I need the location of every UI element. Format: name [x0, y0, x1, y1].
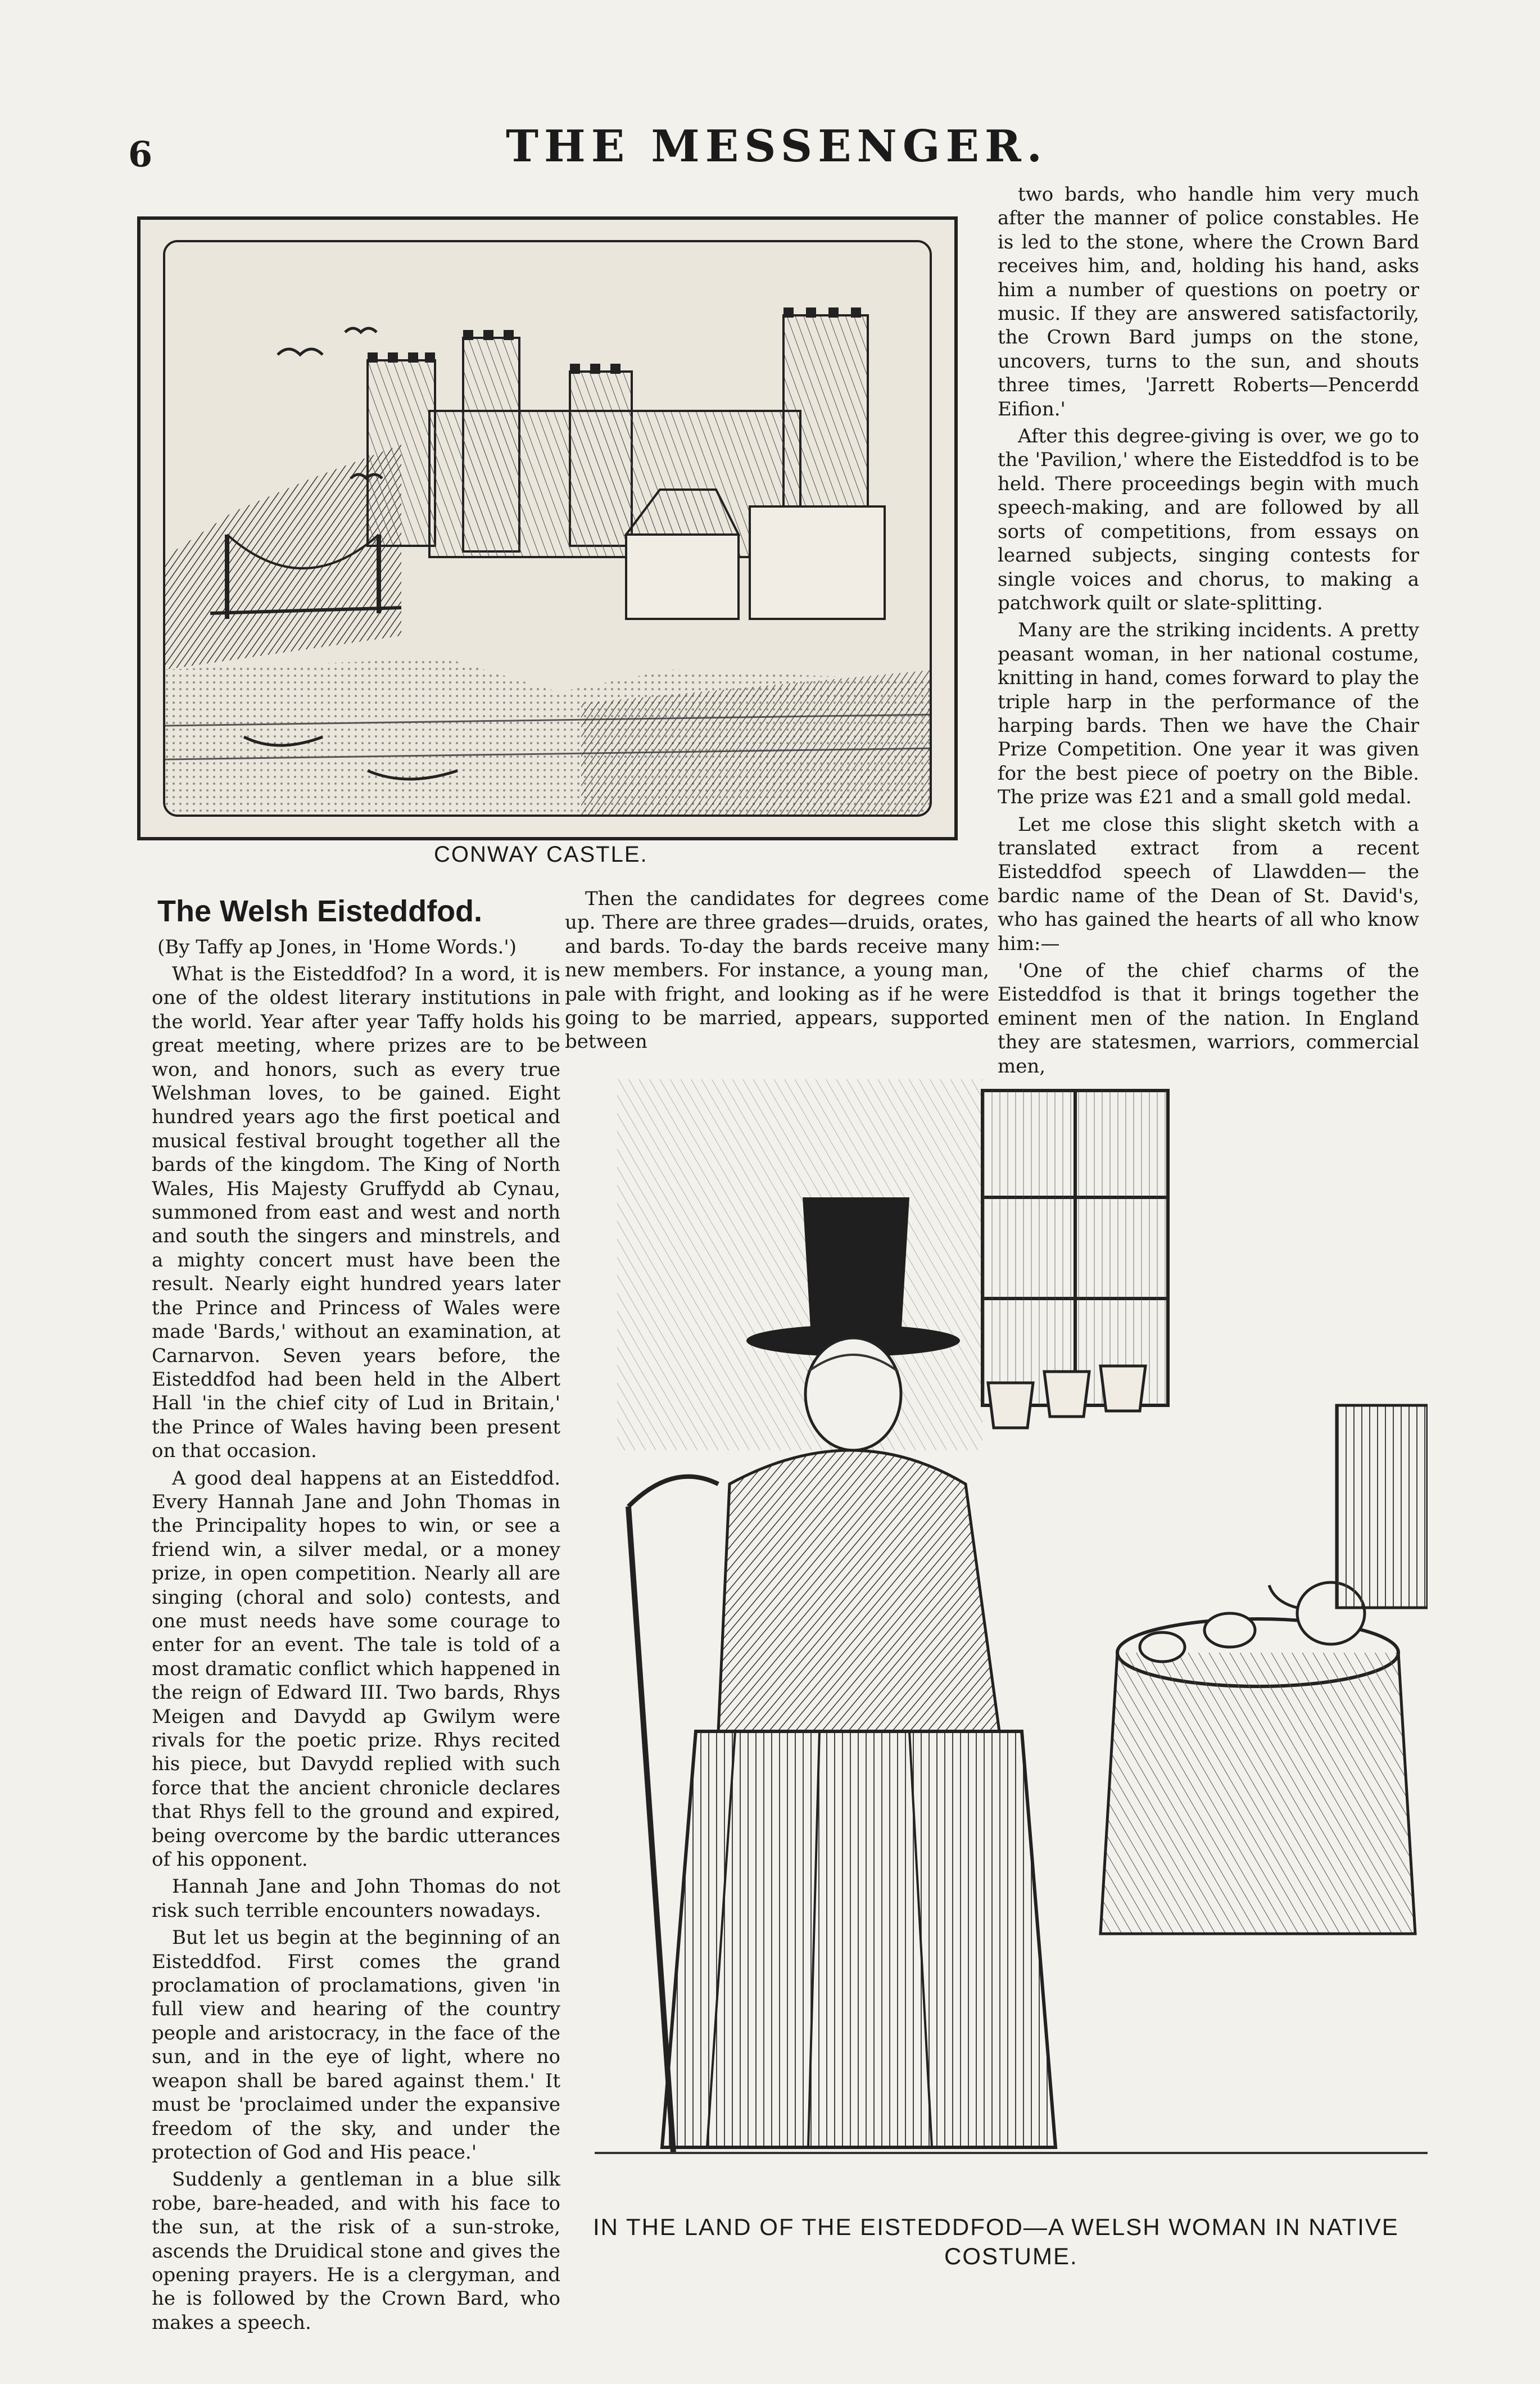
article-title: The Welsh Eisteddfod. — [157, 894, 483, 928]
castle-drawing — [165, 242, 932, 817]
paragraph: After this degree-giving is over, we go to the 'Pavilion,' where the Eisteddfod is to be held. There proceedings begin with much speech-making, and are followed by all sorts of competitions, from essays on learned subjects, singing contests for single voices and chorus, to making a patchwork quilt or slate-splitting. — [998, 425, 1419, 614]
paragraph: A good deal happens at an Eisteddfod. Every Hannah Jane and John Thomas in the Principality hopes to win, or see a friend win, a silver medal, or a money prize, in open competition. Nearly all are singing (choral and solo) contests, and one must needs have some courage to enter for an event. The tale is told of a most dramatic conflict which happened in the reign of Edward III. Two bards, Rhys Meigen and Davydd ap Gwilym were rivals for the poetic prize. Rhys recited his piece, but Davydd replied with such force that the ancient chronicle declares that Rhys fell to the ground and expired, being overcome by the bardic utterances of his opponent. — [152, 1467, 560, 1871]
woman-caption-line-2: COSTUME. — [944, 2243, 1078, 2269]
article-byline: (By Taffy ap Jones, in 'Home Words.') — [157, 936, 517, 958]
paragraph: But let us begin at the beginning of an Eisteddfod. First comes the grand proclamation of proclamations, given 'in full view and hearing of the country people and aristocracy, in the face of the sun, and in the eye of light, where no weapon shall be bared against them.' It must be 'proclaimed under the expansive freedom of the sky, and under the protection of God and His peace.' — [152, 1926, 560, 2164]
woman-caption-line-1: IN THE LAND OF THE EISTEDDFOD—A WELSH WOMAN IN NATIVE — [593, 2214, 1399, 2240]
paragraph: Suddenly a gentleman in a blue silk robe, bare-headed, and with his face to the sun, at the risk of a sun-stroke, ascends the Druidical stone and gives the opening prayers. He is a clergyman, and he is followed by the Crown Bard, who makes a speech. — [152, 2168, 560, 2334]
paragraph: two bards, who handle him very much after the manner of police constables. He is led to the stone, where the Crown Bard receives him, and, holding his hand, asks him a number of questions on poetry or music. If they are answered satisfactorily, the Crown Bard jumps on the stone, uncovers, turns to the sun, and shouts three times, 'Jarrett Roberts—Pencerdd Eifion.' — [998, 183, 1419, 420]
article-column-2 — [565, 887, 989, 1057]
paragraph: Many are the striking incidents. A pretty peasant woman, in her national costume, knitting in hand, comes forward to play the triple harp in the performance of the harping bards. Then we have the Chair Prize Competition. One year it was given for the best piece of poetry on the Bible. The prize was £21 and a small gold medal. — [998, 619, 1419, 809]
paragraph: 'One of the chief charms of the Eisteddfod is that it brings together the eminent men of the nation. In England they are statesmen, warriors, commercial men, — [998, 960, 1419, 1078]
article-column-1 — [152, 962, 560, 2338]
paragraph: Let me close this slight sketch with a translated extract from a recent Eisteddfod speech of Llawdden— the bardic name of the Dean of St. David's, who has gained the hearts of all who know him:— — [998, 813, 1419, 955]
welsh-woman-illustration — [595, 1057, 1428, 2212]
paragraph: Then the candidates for degrees come up. There are three grades—druids, orates, and bards. To-day the bards receive many new members. For instance, a young man, pale with fright, and looking as if he were going to be married, appears, supported between — [565, 888, 989, 1053]
masthead-title: THE MESSENGER. — [506, 121, 1048, 172]
welsh-woman-drawing — [595, 1057, 1428, 2212]
conway-castle-illustration — [137, 216, 958, 840]
article-column-3 — [998, 183, 1419, 1082]
page-number: 6 — [128, 134, 153, 175]
paragraph: Hannah Jane and John Thomas do not risk such terrible encounters nowadays. — [152, 1875, 560, 1922]
castle-caption: CONWAY CASTLE. — [434, 842, 648, 867]
paragraph: What is the Eisteddfod? In a word, it is one of the oldest literary institutions in the world. Year after year Taffy holds his great meeting, where prizes are to be won, and honors, such as every true Welshman loves, to be gained. Eight hundred years ago the first poetical and musical festival brought together all the bards of the kingdom. The King of North Wales, His Majesty Gruffydd ab Cynau, summoned from east and west and north and south the singers and minstrels, and a mighty concert must have been the result. Nearly eight hundred years later the Prince and Princess of Wales were made 'Bards,' without an examination, at Carnarvon. Seven years before, the Eisteddfod had been held in the Albert Hall 'in the chief city of Lud in Britain,' the Prince of Wales having been present on that occasion. — [152, 963, 560, 1463]
